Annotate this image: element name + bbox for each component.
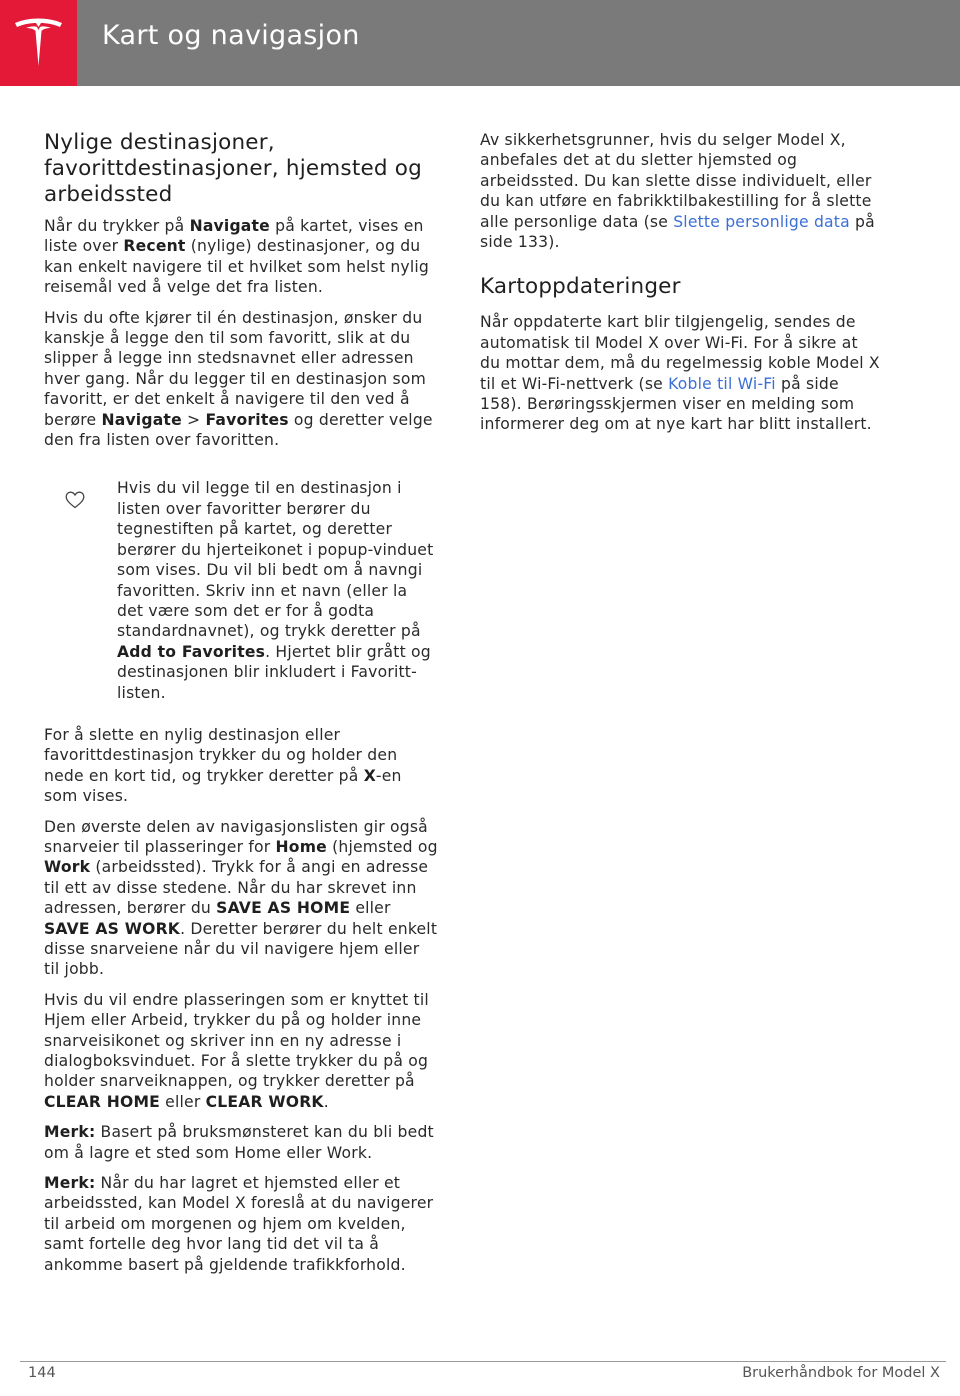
note-paragraph [44,1122,438,1163]
text: -en som vises. [44,766,402,806]
ui-term: Home [275,837,327,856]
tesla-logo-icon [11,14,66,72]
ui-term: CLEAR WORK [205,1092,324,1111]
ui-term: SAVE AS WORK [44,919,181,938]
text: Hvis du vil legge til en destinasjon i listen over favoritter berører du tegnestiften på kartet, og deretter berører du hjerteikonet i popup-vinduet som vises. Du vil bli bedt om å navngi favoritten. Skriv inn et navn (eller la det være som det er for å godta standardnavnet), og trykk deretter på [117,479,434,641]
note-label: Merk: [44,1123,96,1142]
ui-term: Add to Favorites [117,642,266,661]
heart-icon [65,491,85,509]
footer-divider [20,1361,946,1362]
text: . [323,1092,329,1111]
text: og deretter velge den fra listen over favoritten. [44,410,433,450]
text: For å slette en nylig destinasjon eller favorittdestinasjon trykker du og holder den nede en kort tid, og trykker deretter på [44,725,398,785]
note-favorites [44,478,438,702]
page-header [0,0,960,86]
note-text [117,478,438,702]
link-delete-personal-data[interactable]: Slette personlige data [673,212,850,231]
text: Når du har lagret et hjemsted eller et arbeidssted, kan Model X foreslå at du navigerer til arbeid om morgenen og hjem om kvelden, samt fortelle deg hvor lang tid det vil ta å ankomme basert på gjeldende trafikkforhold. [44,1174,434,1274]
ui-term: Favorites [205,410,289,429]
text: (hjemsted og [326,837,438,856]
text: på side 158). Berøringsskjermen viser en melding som informerer deg om at nye kart har blitt installert. [480,374,872,434]
ui-term: Navigate [189,217,270,235]
section-heading-destinations: Nylige destinasjoner, favorittdestinasjoner, hjemsted og arbeidssted [44,130,422,207]
paragraph [480,130,880,252]
note-paragraph [44,1173,438,1275]
paragraph [44,817,438,980]
ui-term: Navigate [101,410,182,429]
footer-title: Brukerhåndbok for Model X [742,1365,940,1381]
paragraph [44,308,438,451]
text: på side 133). [480,212,875,252]
link-connect-wifi[interactable]: Koble til Wi-Fi [668,374,776,393]
note-label: Merk: [44,1174,96,1193]
text: . Deretter berører du helt enkelt disse snarveiene når du vil navigere hjem eller til jobb. [44,919,438,979]
page-number: 144 [28,1365,56,1381]
text: eller [350,899,391,918]
ui-term: SAVE AS HOME [216,899,351,918]
text: Når du trykker på [44,217,190,235]
text: på kartet, vises en liste over [44,217,424,256]
ui-term: CLEAR HOME [44,1092,161,1111]
paragraph [44,725,438,807]
section-heading-map-updates: Kartoppdateringer [480,274,681,300]
paragraph [480,312,880,434]
page-title: Kart og navigasjon [102,20,360,51]
text: Av sikkerhetsgrunner, hvis du selger Model X, anbefales det at du sletter hjemsted og arbeidssted. Du kan slette disse individuelt, eller du kan utføre en fabrikktilbakestilling for å slette alle personlige data (se [480,131,872,231]
ui-term: Work [44,858,91,877]
text: (arbeidssted). Trykk for å angi en adresse til ett av disse stedene. Når du har skrevet inn adressen, berører du [44,858,429,918]
text: Basert på bruksmønsteret kan du bli bedt om å lagre et sted som Home eller Work. [44,1123,434,1162]
ui-term: X [363,766,376,785]
logo-box [0,0,77,86]
text: Den øverste delen av navigasjonslisten gir også snarveier til plasseringer for [44,817,428,856]
text: (nylige) destinasjoner, og du kan enkelt navigere til et hvilket som helst nylig reisemål ved å velge det fra listen. [44,237,430,297]
text: Hvis du vil endre plasseringen som er knyttet til Hjem eller Arbeid, trykker du på og holder inne snarveisikonet og skriver inn en ny adresse i dialogboksvinduet. For å slette trykker du på og holder snarveiknappen, og trykker deretter på [44,990,429,1091]
text: . Hjertet blir grått og destinasjonen blir inkludert i Favoritt-listen. [117,642,431,702]
text: eller [160,1092,206,1111]
ui-term: Recent [123,237,186,256]
text: > [181,410,206,429]
text: Når oppdaterte kart blir tilgjengelig, sendes de automatisk til Model X over Wi-Fi. For å sikre at du mottar dem, må du regelmessig koble Model X til et Wi-Fi-nettverk (se [480,313,880,393]
right-column [480,130,880,445]
text: Hvis du ofte kjører til én destinasjon, ønsker du kanskje å legge den til som favoritt, slik at du slipper å legge inn stedsnavnet eller adressen hver gang. Når du legger til en destinasjon som favoritt, er det enkelt å navigere til den ved å berøre [44,308,426,429]
left-column [44,130,438,1285]
paragraph [44,990,438,1112]
paragraph [44,216,438,298]
